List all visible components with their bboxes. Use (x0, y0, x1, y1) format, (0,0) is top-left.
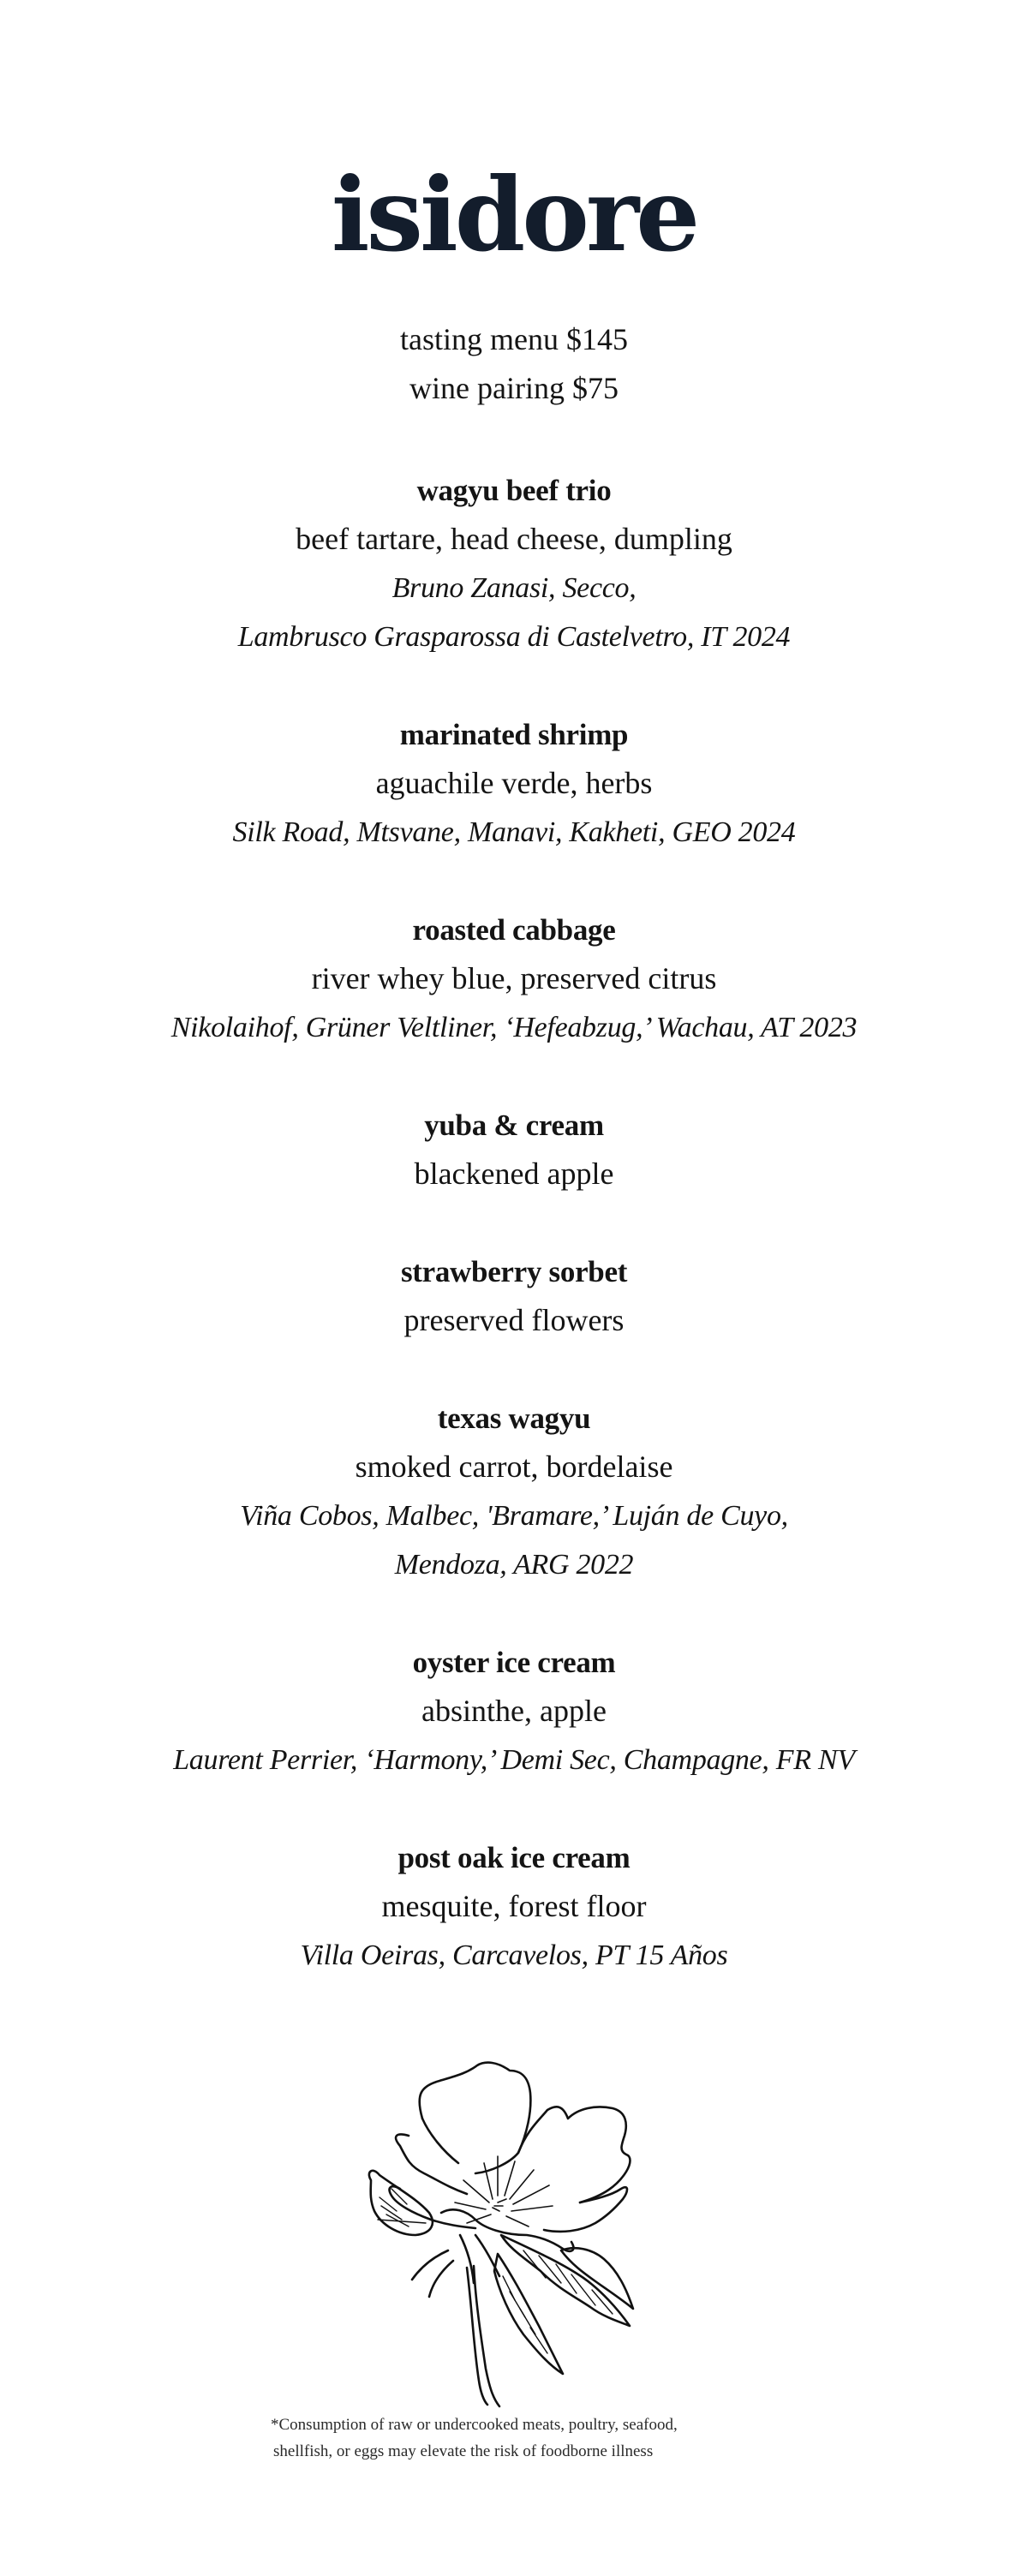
course-item (0, 1247, 1028, 1345)
course-item (0, 466, 1028, 661)
course-item (0, 710, 1028, 857)
wine-pairing-price: wine pairing $75 (409, 371, 619, 405)
tasting-menu-price: tasting menu $145 (400, 322, 628, 356)
course-title: marinated shrimp (399, 718, 629, 751)
course-description: smoked carrot, bordelaise (355, 1449, 673, 1484)
course-title: yuba & cream (424, 1109, 604, 1142)
wine-pairing-line: Lambrusco Grasparossa di Castelvetro, IT 2024 (237, 621, 791, 653)
course-list (0, 466, 1028, 2029)
course-title: texas wagyu (437, 1402, 591, 1435)
food-safety-disclaimer (271, 2412, 785, 2465)
wine-pairing-line: Bruno Zanasi, Secco, (391, 572, 637, 604)
course-description: absinthe, apple (421, 1694, 607, 1728)
course-item (0, 905, 1028, 1052)
wine-pairing-line: Mendoza, ARG 2022 (394, 1549, 634, 1581)
wine-pairing-line: Laurent Perrier, ‘Harmony,’ Demi Sec, Champagne, FR NV (173, 1744, 855, 1776)
course-description: river whey blue, preserved citrus (311, 961, 717, 995)
pricing-block (0, 315, 1028, 413)
course-title: wagyu beef trio (416, 474, 612, 507)
course-description: aguachile verde, herbs (375, 766, 653, 800)
course-title: roasted cabbage (412, 913, 616, 947)
course-title: oyster ice cream (412, 1646, 616, 1679)
wine-pairing-line: Viña Cobos, Malbec, 'Bramare,’ Luján de Cuyo, (240, 1500, 788, 1532)
disclaimer-line: *Consumption of raw or undercooked meats, poultry, seafood, (271, 2416, 678, 2434)
course-item (0, 1394, 1028, 1589)
course-item (0, 1638, 1028, 1784)
course-title: strawberry sorbet (400, 1255, 628, 1288)
course-description: blackened apple (414, 1157, 614, 1191)
course-item (0, 1101, 1028, 1198)
flower-illustration-icon (347, 2052, 685, 2412)
wine-pairing-line: Nikolaihof, Grüner Veltliner, ‘Hefeabzug,’ Wachau, AT 2023 (170, 1012, 858, 1043)
restaurant-logo: isidore (331, 155, 697, 274)
course-title: post oak ice cream (397, 1841, 631, 1874)
wine-pairing-line: Villa Oeiras, Carcavelos, PT 15 Años (300, 1939, 728, 1971)
wine-pairing-line: Silk Road, Mtsvane, Manavi, Kakheti, GEO 2024 (232, 816, 796, 848)
course-description: beef tartare, head cheese, dumpling (296, 522, 732, 556)
disclaimer-line: shellfish, or eggs may elevate the risk of foodborne illness (273, 2442, 654, 2460)
course-description: mesquite, forest floor (381, 1889, 647, 1923)
course-item (0, 1833, 1028, 1980)
course-description: preserved flowers (403, 1303, 625, 1337)
